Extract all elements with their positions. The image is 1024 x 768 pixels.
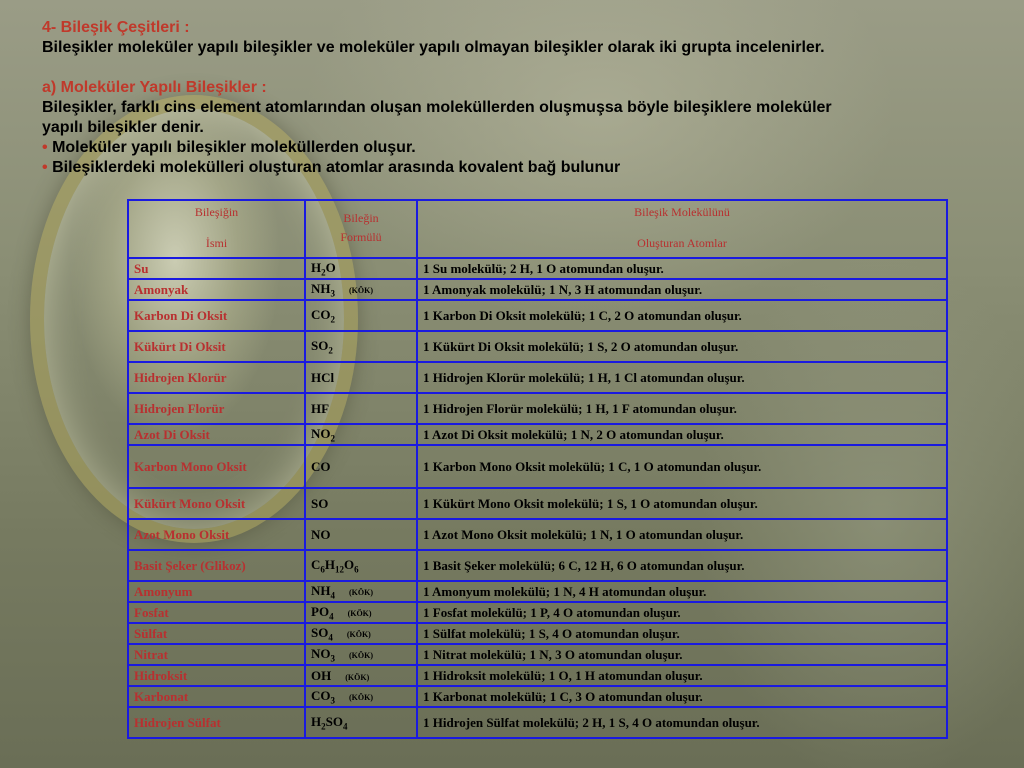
formula-symbol: CO (311, 458, 331, 474)
bullet-item (42, 138, 1002, 158)
formula-symbol: NO (311, 645, 331, 661)
table-body (128, 258, 947, 738)
table-row (128, 445, 947, 488)
compound-name-cell: Basit Şeker (Glikoz) (128, 550, 305, 581)
compound-name-cell: Karbon Di Oksit (128, 300, 305, 331)
formula-subscript: 4 (329, 611, 334, 622)
formula-cell (305, 550, 417, 581)
formula-subscript: 3 (330, 653, 335, 664)
section-heading: 4- Bileşik Çeşitleri : (42, 19, 190, 36)
formula-cell (305, 393, 417, 424)
formula-symbol: CO (311, 687, 331, 703)
table-row (128, 581, 947, 602)
formula-subscript: 6 (320, 564, 325, 575)
table-header-row (128, 200, 947, 258)
formula-subscript: 2 (330, 433, 335, 444)
formula-cell (305, 644, 417, 665)
formula-cell (305, 488, 417, 519)
formula-subscript: 3 (330, 288, 335, 299)
description-cell: 1 Kükürt Di Oksit molekülü; 1 S, 2 O atomundan oluşur. (417, 331, 947, 362)
formula-symbol: HF (311, 400, 330, 416)
formula-symbol: NO (311, 526, 331, 542)
formula-symbol: H (311, 259, 322, 275)
table-row (128, 623, 947, 644)
formula-symbol: SO (311, 337, 329, 353)
formula-symbol: O (325, 259, 336, 275)
table-row (128, 362, 947, 393)
formula-subscript: 2 (321, 267, 326, 278)
formula-cell (305, 519, 417, 550)
description-cell: 1 Hidrojen Klorür molekülü; 1 H, 1 Cl atomundan oluşur. (417, 362, 947, 393)
formula-cell (305, 623, 417, 644)
header-name-line-1: Bileşiğin (194, 205, 239, 219)
formula-cell (305, 445, 417, 488)
description-cell: 1 Karbonat molekülü; 1 C, 3 O atomundan oluşur. (417, 686, 947, 707)
table-row (128, 665, 947, 686)
formula-subscript: 2 (328, 345, 333, 356)
radical-label: (KÖK) (349, 692, 373, 702)
description-cell: 1 Basit Şeker molekülü; 6 C, 12 H, 6 O atomundan oluşur. (417, 550, 947, 581)
table-row (128, 707, 947, 738)
description-cell: 1 Karbon Mono Oksit molekülü; 1 C, 1 O atomundan oluşur. (417, 445, 947, 488)
description-cell: 1 Sülfat molekülü; 1 S, 4 O atomundan oluşur. (417, 623, 947, 644)
formula-cell (305, 258, 417, 279)
formula-symbol: NH (311, 582, 331, 598)
formula-symbol: NH (311, 280, 331, 296)
table-row (128, 300, 947, 331)
formula-symbol: SO (311, 624, 329, 640)
formula-cell (305, 279, 417, 300)
compound-name-cell: Sülfat (128, 623, 305, 644)
formula-symbol: O (344, 556, 355, 572)
formula-symbol: PO (311, 603, 330, 619)
compound-name-cell: Karbonat (128, 686, 305, 707)
compound-name-cell: Karbon Mono Oksit (128, 445, 305, 488)
compound-name-cell: Hidroksit (128, 665, 305, 686)
formula-symbol: SO (325, 713, 343, 729)
table-row (128, 331, 947, 362)
header-description (417, 200, 947, 258)
radical-label: (KÖK) (349, 285, 373, 295)
formula-cell (305, 581, 417, 602)
compound-name-cell: Amonyum (128, 581, 305, 602)
formula-cell (305, 707, 417, 738)
description-cell: 1 Nitrat molekülü; 1 N, 3 O atomundan oluşur. (417, 644, 947, 665)
formula-subscript: 6 (354, 564, 359, 575)
compound-table (127, 199, 948, 739)
table-row (128, 424, 947, 445)
table-row (128, 258, 947, 279)
formula-subscript: 3 (330, 695, 335, 706)
formula-cell (305, 331, 417, 362)
description-cell: 1 Azot Di Oksit molekülü; 1 N, 2 O atomundan oluşur. (417, 424, 947, 445)
description-cell: 1 Hidrojen Florür molekülü; 1 H, 1 F atomundan oluşur. (417, 393, 947, 424)
subsection-heading: a) Moleküler Yapılı Bileşikler : (42, 79, 267, 96)
formula-cell (305, 686, 417, 707)
formula-subscript: 2 (330, 314, 335, 325)
formula-cell (305, 362, 417, 393)
compound-name-cell: Azot Di Oksit (128, 424, 305, 445)
formula-subscript: 12 (335, 564, 345, 575)
table-row (128, 488, 947, 519)
formula-subscript: 4 (330, 590, 335, 601)
formula-subscript: 4 (328, 632, 333, 643)
formula-cell (305, 665, 417, 686)
intro-paragraph: Bileşikler moleküler yapılı bileşikler ve moleküler yapılı olmayan bileşikler olarak iki grupta incelenirler. (42, 39, 825, 56)
description-cell: 1 Hidroksit molekülü; 1 O, 1 H atomundan oluşur. (417, 665, 947, 686)
description-cell: 1 Amonyak molekülü; 1 N, 3 H atomundan oluşur. (417, 279, 947, 300)
formula-symbol: C (311, 556, 321, 572)
table-row (128, 393, 947, 424)
table-row (128, 602, 947, 623)
compound-name-cell: Azot Mono Oksit (128, 519, 305, 550)
formula-symbol: H (324, 556, 336, 572)
compound-name-cell: Kükürt Di Oksit (128, 331, 305, 362)
formula-subscript: 2 (321, 721, 326, 732)
radical-label: (KÖK) (349, 650, 373, 660)
description-cell: 1 Fosfat molekülü; 1 P, 4 O atomundan oluşur. (417, 602, 947, 623)
header-formula-line-2: Formülü (340, 230, 382, 244)
description-cell: 1 Su molekülü; 2 H, 1 O atomundan oluşur. (417, 258, 947, 279)
formula-symbol: HCl (311, 369, 335, 385)
table-row (128, 644, 947, 665)
radical-label: (KÖK) (347, 608, 372, 618)
formula-symbol: SO (311, 495, 329, 511)
header-desc-line-2: Oluşturan Atomlar (637, 236, 727, 250)
formula-cell (305, 602, 417, 623)
compound-name-cell: Hidrojen Sülfat (128, 707, 305, 738)
radical-label: (KÖK) (345, 672, 370, 682)
formula-cell (305, 424, 417, 445)
compound-name-cell: Kükürt Mono Oksit (128, 488, 305, 519)
bullet-item (42, 158, 1002, 178)
definition-line-2: yapılı bileşikler denir. (42, 119, 204, 136)
header-compound-name (128, 200, 305, 258)
table-row (128, 550, 947, 581)
header-name-line-2: İsmi (205, 236, 228, 250)
description-cell: 1 Amonyum molekülü; 1 N, 4 H atomundan oluşur. (417, 581, 947, 602)
bullet-icon: • (42, 139, 48, 156)
bullet-text: Moleküler yapılı bileşikler moleküllerden oluşur. (52, 139, 416, 156)
compound-name-cell: Amonyak (128, 279, 305, 300)
header-desc-line-1: Bileşik Molekülünü (634, 205, 730, 219)
description-cell: 1 Kükürt Mono Oksit molekülü; 1 S, 1 O atomundan oluşur. (417, 488, 947, 519)
description-cell: 1 Hidrojen Sülfat molekülü; 2 H, 1 S, 4 O atomundan oluşur. (417, 707, 947, 738)
compound-name-cell: Su (128, 258, 305, 279)
header-formula-line-1: Bileğin (343, 211, 379, 225)
bullet-icon: • (42, 159, 48, 176)
formula-symbol: OH (311, 667, 332, 683)
description-cell: 1 Azot Mono Oksit molekülü; 1 N, 1 O atomundan oluşur. (417, 519, 947, 550)
definition-line-1: Bileşikler, farklı cins element atomlarından oluşan moleküllerden oluşmuşsa böyle bileşiklere moleküler (42, 99, 832, 116)
bullet-text: Bileşiklerdeki molekülleri oluşturan atomlar arasında kovalent bağ bulunur (52, 159, 621, 176)
table-row (128, 279, 947, 300)
compound-name-cell: Fosfat (128, 602, 305, 623)
formula-symbol: H (311, 713, 322, 729)
header-formula (305, 200, 417, 258)
formula-symbol: CO (311, 306, 331, 322)
compound-name-cell: Nitrat (128, 644, 305, 665)
formula-symbol: NO (311, 425, 331, 441)
compound-name-cell: Hidrojen Florür (128, 393, 305, 424)
radical-label: (KÖK) (346, 629, 371, 639)
formula-cell (305, 300, 417, 331)
formula-subscript: 4 (342, 721, 348, 732)
description-cell: 1 Karbon Di Oksit molekülü; 1 C, 2 O atomundan oluşur. (417, 300, 947, 331)
compound-name-cell: Hidrojen Klorür (128, 362, 305, 393)
slide-text (42, 18, 1002, 178)
table-row (128, 519, 947, 550)
table-row (128, 686, 947, 707)
radical-label: (KÖK) (349, 587, 373, 597)
